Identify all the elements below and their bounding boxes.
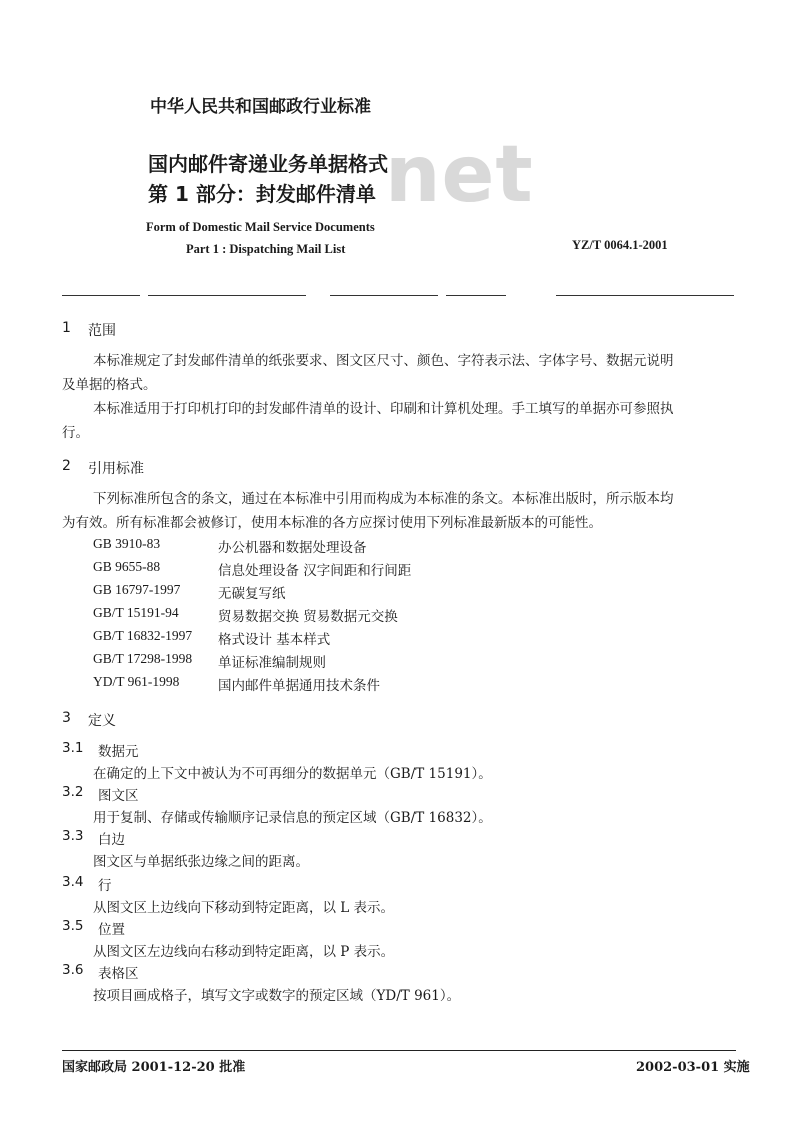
def-term: 数据元: [98, 744, 139, 760]
section-1-p2-line1: 本标准适用于打印机打印的封发邮件清单的设计、印刷和计算机处理。手工填写的单据亦可参照执: [93, 401, 674, 417]
ref-title: 办公机器和数据处理设备: [218, 540, 367, 556]
standard-number: YZ/T 0064.1-2001: [572, 238, 668, 252]
ref-code: GB 3910-83: [93, 536, 161, 551]
ref-title: 贸易数据交换 贸易数据元交换: [218, 609, 398, 625]
def-text: 从图文区左边线向右移动到特定距离，以 P 表示。: [93, 944, 395, 960]
def-number: 3.2: [62, 784, 84, 800]
ref-title: 单证标准编制规则: [218, 655, 326, 671]
title-en-line1: Form of Domestic Mail Service Documents: [146, 220, 375, 234]
section-1-p2-line2: 行。: [62, 425, 89, 441]
ref-code: GB/T 15191-94: [93, 605, 179, 620]
def-term: 图文区: [98, 788, 139, 804]
ref-title: 无碳复写纸: [218, 586, 286, 602]
section-3-heading: 定义: [88, 713, 116, 729]
def-term: 位置: [98, 922, 125, 938]
issuing-body: 中华人民共和国邮政行业标准: [150, 97, 371, 117]
def-number: 3.1: [62, 740, 84, 756]
def-text: 按项目画成格子，填写文字或数字的预定区域（YD/T 961）。: [93, 988, 461, 1004]
ref-code: YD/T 961-1998: [93, 674, 180, 689]
def-number: 3.4: [62, 874, 84, 890]
section-2-number: 2: [62, 458, 71, 474]
def-number: 3.5: [62, 918, 84, 934]
title-cn-line2: 第 1 部分：封发邮件清单: [148, 182, 376, 206]
def-text: 从图文区上边线向下移动到特定距离，以 L 表示。: [93, 900, 395, 916]
def-term: 行: [98, 878, 112, 894]
ref-code: GB/T 16832-1997: [93, 628, 193, 643]
section-1-p1-line1: 本标准规定了封发邮件清单的纸张要求、图文区尺寸、颜色、字符表示法、字体字号、数据元说明: [93, 353, 674, 369]
def-text: 用于复制、存储或传输顺序记录信息的预定区域（GB/T 16832）。: [93, 810, 492, 826]
implementation-date: 2002-03-01 实施: [636, 1060, 750, 1075]
footer-rule: [62, 1050, 736, 1051]
section-2-p1-line2: 为有效。所有标准都会被修订，使用本标准的各方应探讨使用下列标准最新版本的可能性。: [62, 515, 602, 531]
ref-code: GB/T 17298-1998: [93, 651, 193, 666]
def-number: 3.6: [62, 962, 84, 978]
def-number: 3.3: [62, 828, 84, 844]
title-cn-line1: 国内邮件寄递业务单据格式: [148, 152, 388, 176]
ref-code: GB 16797-1997: [93, 582, 181, 597]
section-1-heading: 范围: [88, 323, 116, 339]
def-term: 白边: [98, 832, 125, 848]
ref-title: 国内邮件单据通用技术条件: [218, 678, 380, 694]
ref-code: GB 9655-88: [93, 559, 161, 574]
def-text: 在确定的上下文中被认为不可再细分的数据单元（GB/T 15191）。: [93, 766, 492, 782]
section-2-heading: 引用标准: [88, 461, 144, 477]
ref-title: 信息处理设备 汉字间距和行间距: [218, 563, 412, 579]
section-1-number: 1: [62, 320, 71, 336]
section-2-p1-line1: 下列标准所包含的条文，通过在本标准中引用而构成为本标准的条文。本标准出版时，所示版本均: [93, 491, 674, 507]
watermark: net: [385, 130, 534, 220]
def-term: 表格区: [98, 966, 139, 982]
title-en-line2: Part 1 : Dispatching Mail List: [186, 242, 346, 256]
approval-date: 国家邮政局 2001-12-20 批准: [62, 1060, 246, 1075]
section-1-p1-line2: 及单据的格式。: [62, 377, 157, 393]
ref-title: 格式设计 基本样式: [218, 632, 331, 648]
section-3-number: 3: [62, 710, 71, 726]
def-text: 图文区与单据纸张边缘之间的距离。: [93, 854, 309, 870]
